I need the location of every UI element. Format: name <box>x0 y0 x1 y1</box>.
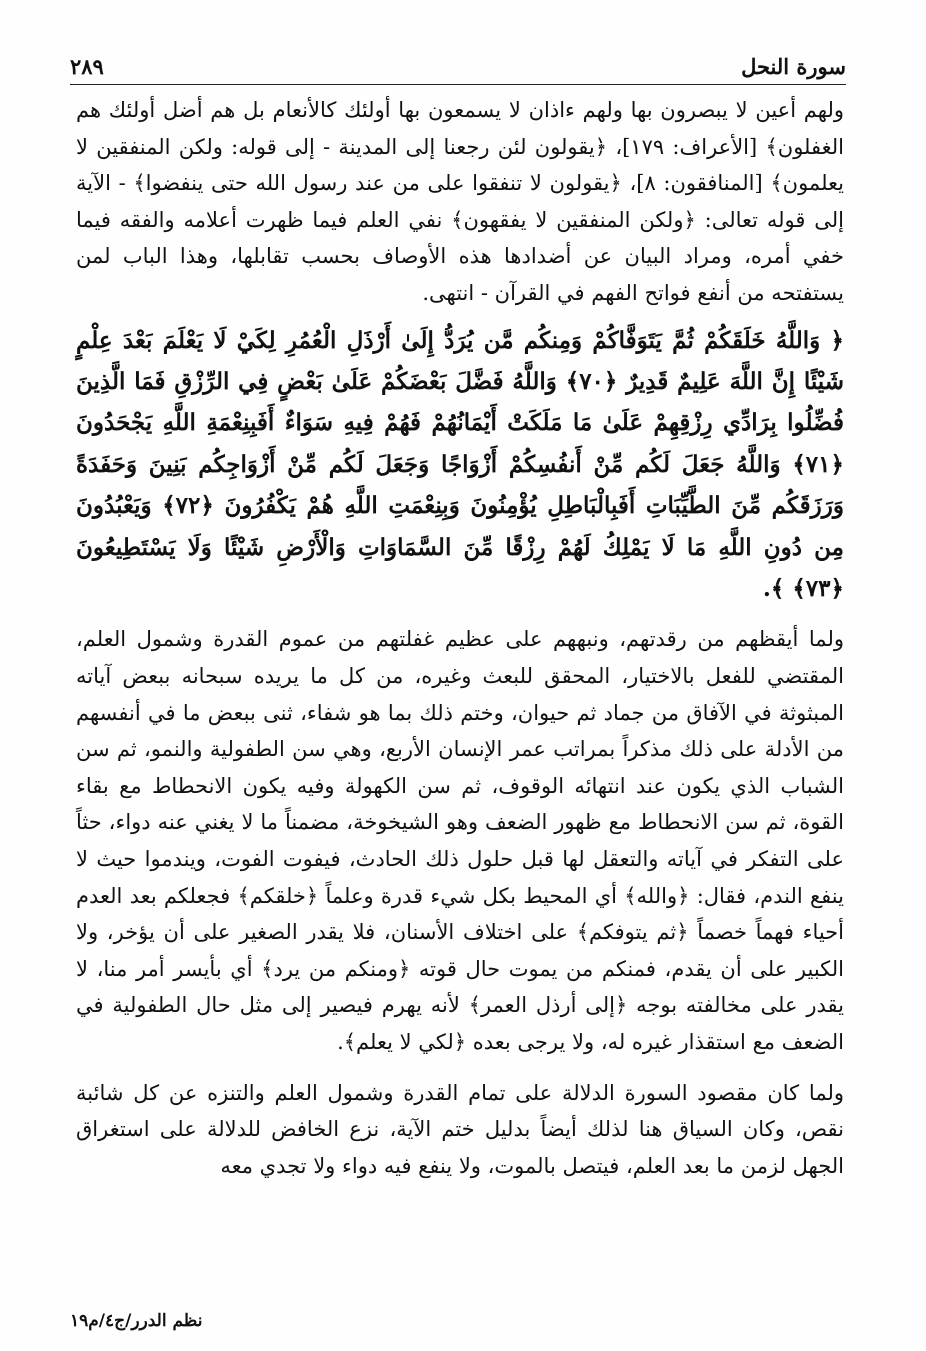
page-number: ٢٨٩ <box>70 54 104 79</box>
paragraph-2: ولما أيقظهم من رقدتهم، ونبههم على عظيم غفلتهم من عموم القدرة وشمول العلم، المقتضي للفعل بالاختيار، المحقق للبعث وغيره، من كل ما يريده سبحانه ببعض آياته المبثوثة في الآفاق من جماد ثم حيوان، وختم ذلك بما هو شفاء، ثنى ببعض ما في أنفسهم من الأدلة على ذلك مذكراً بمراتب عمر الإنسان الأربع، وهي سن الطفولية والنمو، ثم سن الشباب الذي يكون عند انتهائه الوقوف، ثم سن الكهولة وفيه يكون الانحطاط مع بقاء القوة، ثم سن الانحطاط مع ظهور الضعف وهو الشيخوخة، مضمناً ما لا يغني عنه دواء، حثاً على التفكر في آياته والتعقل لها قبل حلول ذلك الحادث، فيفوت الفوت، ويندموا حيث لا ينفع الندم، فقال: ﴿والله﴾ أي المحيط بكل شيء قدرة وعلماً ﴿خلقكم﴾ فجعلكم بعد العدم أحياء فهماً خصماً ﴿ثم يتوفكم﴾ على اختلاف الأسنان، فلا يقدر الصغير على أن يؤخر، ولا الكبير على أن يقدم، فمنكم من يموت حال قوته ﴿ومنكم من يرد﴾ أي بأيسر أمر منا، لا يقدر على مخالفته بوجه ﴿إلى أرذل العمر﴾ لأنه يهرم فيصير إلى مثل حال الطفولية في الضعف مع استقذار غيره له، ولا يرجى بعده ﴿لكي لا يعلم﴾. <box>76 627 844 1054</box>
quran-verses: ﴿ وَاللَّهُ خَلَقَكُمْ ثُمَّ يَتَوَفَّاكُمْ وَمِنكُم مَّن يُرَدُّ إِلَىٰ أَرْذَلِ الْعُمُرِ لِكَيْ لَا يَعْلَمَ بَعْدَ عِلْمٍ شَيْئًا إِنَّ اللَّهَ عَلِيمٌ قَدِيرٌ ﴿٧٠﴾ وَاللَّهُ فَضَّلَ بَعْضَكُمْ عَلَىٰ بَعْضٍ فِي الرِّزْقِ فَمَا الَّذِينَ فُضِّلُوا بِرَادِّي رِزْقِهِمْ عَلَىٰ مَا مَلَكَتْ أَيْمَانُهُمْ فَهُمْ فِيهِ سَوَاءٌ أَفَبِنِعْمَةِ اللَّهِ يَجْحَدُونَ ﴿٧١﴾ وَاللَّهُ جَعَلَ لَكُم مِّنْ أَنفُسِكُمْ أَزْوَاجًا وَجَعَلَ لَكُم مِّنْ أَزْوَاجِكُم بَنِينَ وَحَفَدَةً وَرَزَقَكُم مِّنَ الطَّيِّبَاتِ أَفَبِالْبَاطِلِ يُؤْمِنُونَ وَبِنِعْمَتِ اللَّهِ هُمْ يَكْفُرُونَ ﴿٧٢﴾ وَيَعْبُدُونَ مِن دُونِ اللَّهِ مَا لَا يَمْلِكُ لَهُمْ رِزْقًا مِّنَ السَّمَاوَاتِ وَالْأَرْضِ شَيْئًا وَلَا يَسْتَطِيعُونَ ﴿٧٣﴾ ﴾. <box>76 326 845 602</box>
page-body <box>76 92 844 1184</box>
page-header <box>70 48 846 82</box>
surah-title: سورة النحل <box>741 54 846 79</box>
footer-signature: نظم الدرر/ج٤/م١٩ <box>70 1311 203 1331</box>
paragraph-3: ولما كان مقصود السورة الدلالة على تمام القدرة وشمول العلم والتنزه عن كل شائبة نقص، وكان السياق هنا لذلك أيضاً بدليل ختم الآية، نزع الخافض للدلالة على استغراق الجهل لزمن ما بعد العلم، فيتصل بالموت، ولا ينفع فيه دواء ولا تجدي معه <box>76 1080 844 1178</box>
header-rule <box>70 84 846 85</box>
paragraph-1: ولهم أعين لا يبصرون بها ولهم ءاذان لا يسمعون بها أولئك كالأنعام بل هم أضل أولئك هم الغفلون﴾ [الأعراف: ١٧٩]، ﴿يقولون لئن رجعنا إلى المدينة - إلى قوله: ولكن المنفقين لا يعلمون﴾ [المنافقون: ٨]، ﴿يقولون لا تنفقوا على من عند رسول الله حتى ينفضوا﴾ - الآية إلى قوله تعالى: ﴿ولكن المنفقين لا يفقهون﴾ نفي العلم فيما ظهرت أعلامه والفقه فيما خفي أمره، ومراد البيان عن أضدادها هذه الأوصاف بحسب تقابلها، وهذا الباب لمن يستفتحه من أنفع فواتح الفهم في القرآن - انتهى. <box>76 98 844 305</box>
